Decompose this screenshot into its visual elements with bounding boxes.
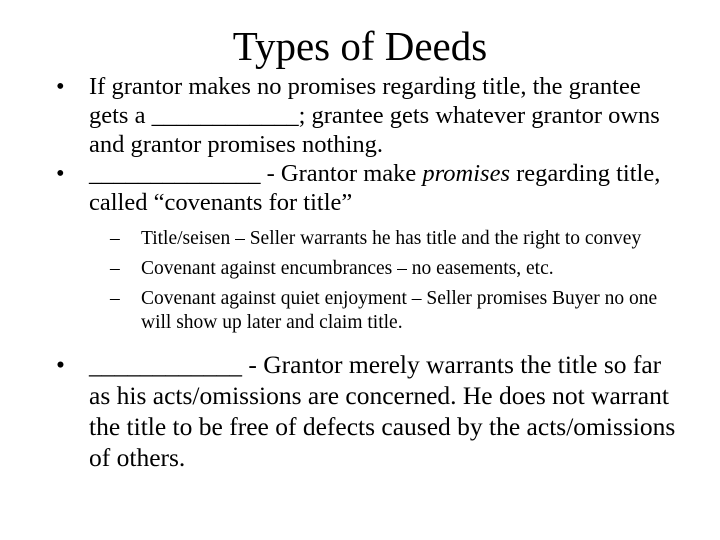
bullet-mark: • — [56, 160, 65, 187]
bullet-text-italic: promises — [422, 160, 510, 187]
bullet-item-covenants — [56, 159, 676, 217]
sub-bullet-text: Title/seisen – Seller warrants he has title and the right to convey — [141, 228, 642, 249]
bullet-item-no-promises — [56, 72, 676, 159]
sub-bullet-mark: – — [110, 288, 120, 309]
bullet-mark: • — [56, 73, 65, 100]
sub-bullet-text: Covenant against quiet enjoyment – Seller promises Buyer no one will show up later and claim title. — [141, 288, 658, 333]
sub-bullet-list — [110, 227, 676, 335]
bullet-text-before: ______________ - Grantor make — [89, 160, 423, 187]
slide-title: Types of Deeds — [232, 23, 488, 69]
bullet-text: ____________ - Grantor merely warrants the title so far as his acts/omissions are concerned. He does not warrant the title to be free of defects caused by the acts/omissions of others. — [89, 350, 676, 472]
sub-bullet-mark: – — [110, 228, 120, 249]
bullet-item-special-warranty — [56, 349, 676, 473]
bullet-text-after: regarding title, called “covenants for title” — [89, 160, 661, 216]
sub-bullet-mark: – — [110, 258, 120, 279]
slide-content — [56, 72, 676, 473]
bullet-text: If grantor makes no promises regarding title, the grantee gets a ____________; grantee gets whatever grantor owns and grantor promises nothing. — [89, 73, 660, 158]
sub-bullet-item — [110, 257, 676, 281]
sub-bullet-item — [110, 227, 676, 251]
bullet-mark: • — [56, 350, 65, 379]
sub-bullet-item — [110, 287, 676, 335]
sub-bullet-text: Covenant against encumbrances – no easements, etc. — [141, 258, 554, 279]
